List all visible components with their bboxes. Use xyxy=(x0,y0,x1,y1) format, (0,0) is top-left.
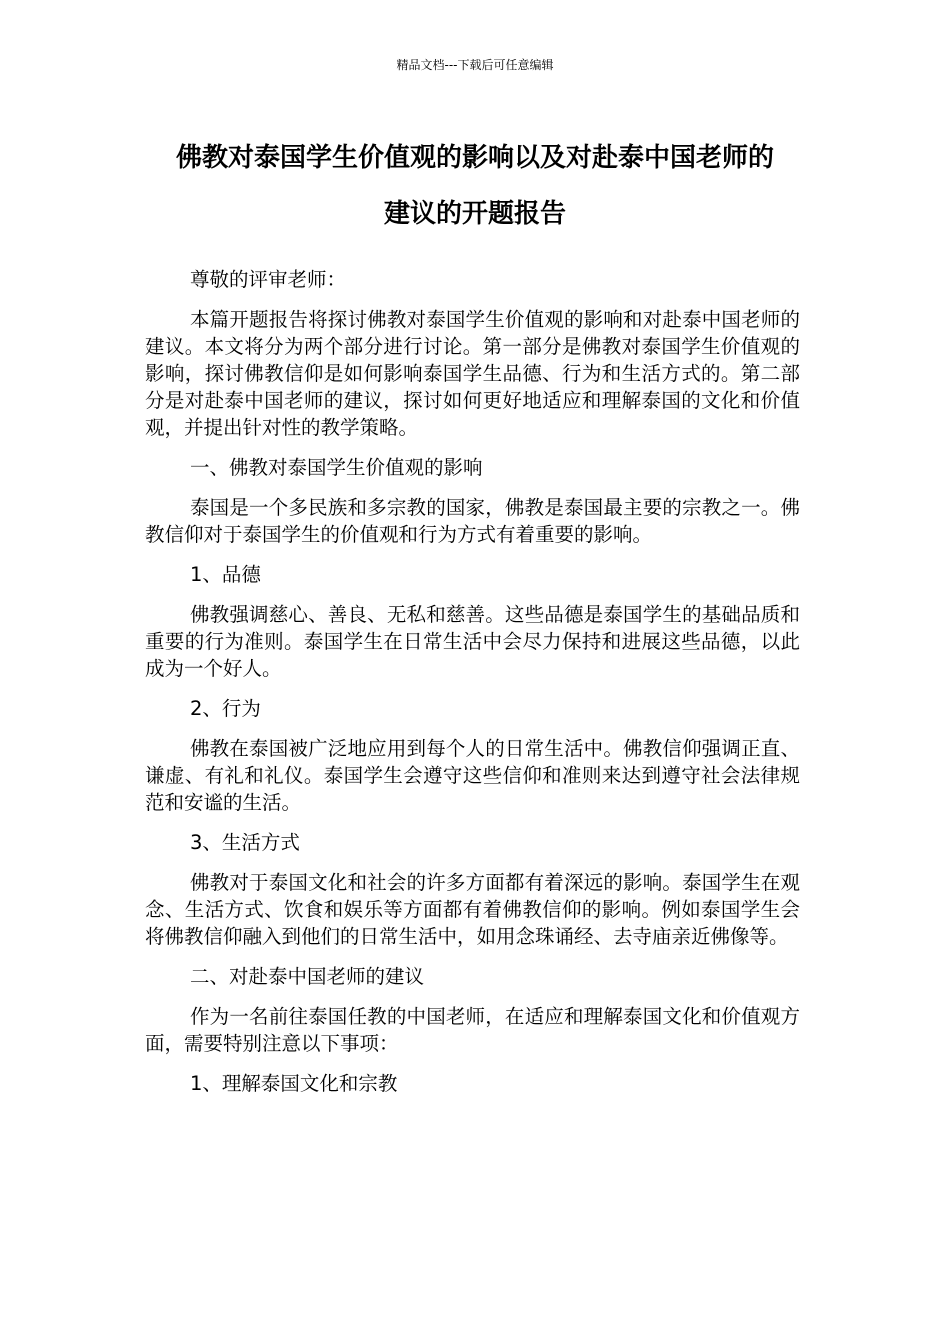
paragraph-intro: 本篇开题报告将探讨佛教对泰国学生价值观的影响和对赴泰中国老师的建议。本文将分为两个部分进行讨论。第一部分是佛教对泰国学生价值观的影响，探讨佛教信仰是如何影响泰国学生品德、行为和生活方式的。第二部分是对赴泰中国老师的建议，探讨如何更好地适应和理解泰国的文化和价值观，并提出针对性的教学策略。 xyxy=(145,308,800,439)
subheading-morality: 1、品德 xyxy=(190,563,261,586)
section-heading-1: 一、佛教对泰国学生价值观的影响 xyxy=(190,456,483,479)
title-line-2: 建议的开题报告 xyxy=(383,199,566,229)
subheading-understand-culture: 1、理解泰国文化和宗教 xyxy=(190,1072,398,1095)
paragraph-section-1: 泰国是一个多民族和多宗教的国家，佛教是泰国最主要的宗教之一。佛教信仰对于泰国学生的价值观和行为方式有着重要的影响。 xyxy=(145,496,800,546)
paragraph-morality: 佛教强调慈心、善良、无私和慈善。这些品德是泰国学生的基础品质和重要的行为准则。泰国学生在日常生活中会尽力保持和进展这些品德，以此成为一个好人。 xyxy=(145,603,800,680)
section-heading-2: 二、对赴泰中国老师的建议 xyxy=(190,965,425,988)
document-title xyxy=(120,130,830,242)
paragraph-lifestyle: 佛教对于泰国文化和社会的许多方面都有着深远的影响。泰国学生在观念、生活方式、饮食和娱乐等方面都有着佛教信仰的影响。例如泰国学生会将佛教信仰融入到他们的日常生活中，如用念珠诵经、去寺庙亲近佛像等。 xyxy=(145,871,800,948)
paragraph-section-2: 作为一名前往泰国任教的中国老师，在适应和理解泰国文化和价值观方面，需要特别注意以下事项： xyxy=(145,1005,800,1055)
paragraph-behavior: 佛教在泰国被广泛地应用到每个人的日常生活中。佛教信仰强调正直、谦虚、有礼和礼仪。泰国学生会遵守这些信仰和准则来达到遵守社会法律规范和安谧的生活。 xyxy=(145,737,800,814)
subheading-behavior: 2、行为 xyxy=(190,697,261,720)
title-line-1: 佛教对泰国学生价值观的影响以及对赴泰中国老师的 xyxy=(175,143,774,173)
document-body xyxy=(145,266,800,1110)
header-note: 精品文档---下载后可任意编辑 xyxy=(396,58,554,72)
salutation: 尊敬的评审老师： xyxy=(190,268,347,291)
subheading-lifestyle: 3、生活方式 xyxy=(190,831,300,854)
